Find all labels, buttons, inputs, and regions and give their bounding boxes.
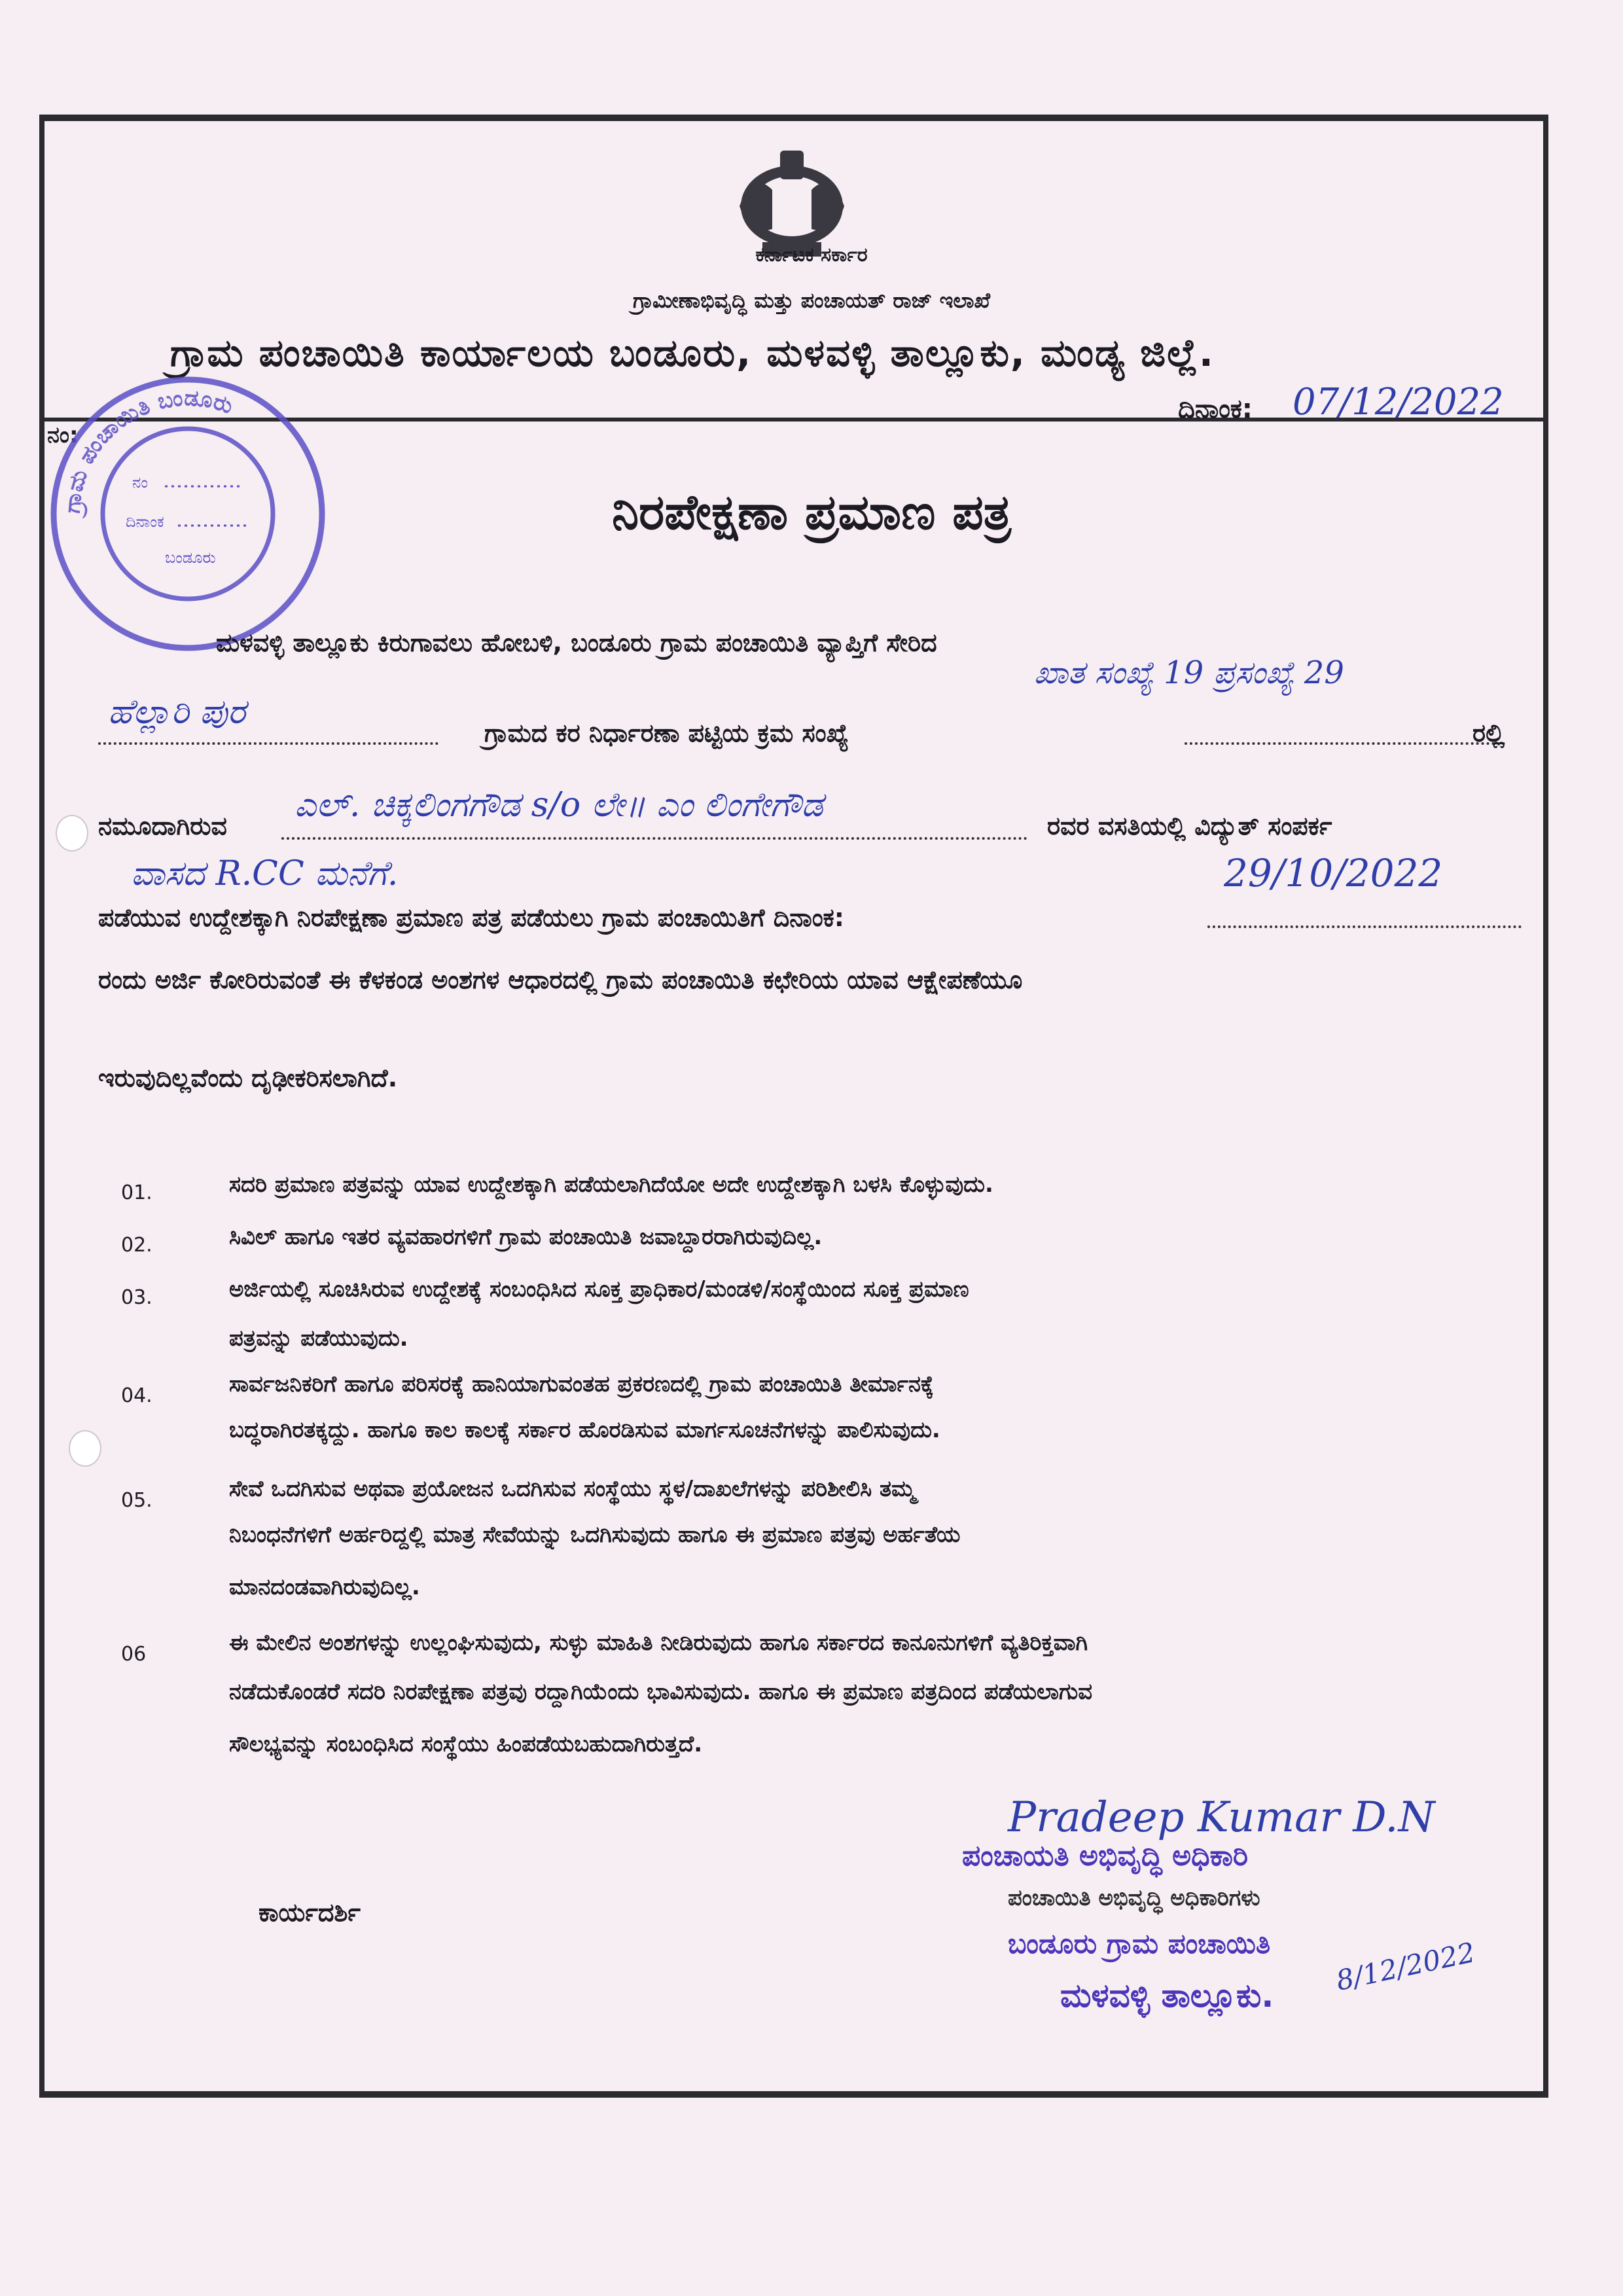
khata-blank [1185, 713, 1505, 745]
stamp-line-4: ಮಳವಳ್ಳಿ ತಾಲ್ಲೂಕು. [1060, 1977, 1274, 2015]
body-line-5: ರಂದು ಅರ್ಜಿ ಕೋರಿರುವಂತೆ ಈ ಕೆಳಕಂಡ ಅಂಶಗಳ ಆಧಾರದಲ್ಲಿ ಗ್ರಾಮ ಪಂಚಾಯಿತಿ ಕಛೇರಿಯ ಯಾವ ಆಕ್ಷೇಪಣೆಯೂ [98, 965, 1023, 994]
body-line-2-end: ರಲ್ಲಿ [1472, 719, 1505, 747]
secretary-label: ಕಾರ್ಯದರ್ಶಿ [259, 1898, 361, 1927]
condition-4-line-1: ಸಾರ್ವಜನಿಕರಿಗೆ ಹಾಗೂ ಪರಿಸರಕ್ಕೆ ಹಾನಿಯಾಗುವಂತಹ ಪ್ರಕರಣದಲ್ಲಿ ಗ್ರಾಮ ಪಂಚಾಯಿತಿ ತೀರ್ಮಾನಕ್ಕೆ [229, 1371, 934, 1397]
punch-hole-top [56, 815, 88, 852]
condition-5-number: 05. [121, 1489, 152, 1512]
seal-ring-text: ಗ್ರಾಮ ಪಂಚಾಯಿತಿ ಬಂಡೂರು [59, 384, 236, 514]
department-name: ಗ್ರಾಮೀಣಾಭಿವೃದ್ಧಿ ಮತ್ತು ಪಂಚಾಯತ್ ರಾಜ್ ಇಲಾಖೆ [632, 288, 991, 313]
condition-4-number: 04. [121, 1384, 152, 1407]
condition-4-line-2: ಬದ್ಧರಾಗಿರತಕ್ಕದ್ದು. ಹಾಗೂ ಕಾಲ ಕಾಲಕ್ಕೆ ಸರ್ಕಾರ ಹೊರಡಿಸುವ ಮಾರ್ಗಸೂಚನೆಗಳನ್ನು ಪಾಲಿಸುವುದು. [229, 1417, 940, 1443]
seal-field-place: ಬಂಡೂರು [165, 548, 216, 567]
condition-6-line-2: ನಡೆದುಕೊಂಡರೆ ಸದರಿ ನಿರಪೇಕ್ಷಣಾ ಪತ್ರವು ರದ್ದಾಗಿಯೆಂದು ಭಾವಿಸುವುದು. ಹಾಗೂ ಈ ಪ್ರಮಾಣ ಪತ್ರದಿಂದ ಪಡೆಯಲಾಗುವ [229, 1679, 1093, 1705]
condition-3-line-2: ಪತ್ರವನ್ನು ಪಡೆಯುವುದು. [229, 1325, 408, 1352]
condition-6-number: 06 [121, 1643, 147, 1666]
body-line-6: ಇರುವುದಿಲ್ಲವೆಂದು ದೃಢೀಕರಿಸಲಾಗಿದೆ. [98, 1064, 398, 1092]
condition-6-line-1: ಈ ಮೇಲಿನ ಅಂಶಗಳನ್ನು ಉಲ್ಲಂಘಿಸುವುದು, ಸುಳ್ಳು ಮಾಹಿತಿ ನೀಡಿರುವುದು ಹಾಗೂ ಸರ್ಕಾರದ ಕಾನೂನುಗಳಿಗೆ ವ್ಯತಿರಿಕ್ತವಾಗಿ [229, 1630, 1088, 1656]
body-line-4: ಪಡೆಯುವ ಉದ್ದೇಶಕ್ಕಾಗಿ ನಿರಪೇಕ್ಷಣಾ ಪ್ರಮಾಣ ಪತ್ರ ಪಡೆಯಲು ಗ್ರಾಮ ಪಂಚಾಯಿತಿಗೆ ದಿನಾಂಕ: [98, 903, 844, 932]
body-line-1: ಮಳವಳ್ಳಿ ತಾಲ್ಲೂಕು ಕಿರುಗಾವಲು ಹೋಬಳಿ, ಬಂಡೂರು ಗ್ರಾಮ ಪಂಚಾಯಿತಿ ವ್ಯಾಪ್ತಿಗೆ ಸೇರಿದ [216, 628, 937, 657]
condition-5-line-1: ಸೇವೆ ಒದಗಿಸುವ ಅಥವಾ ಪ್ರಯೋಜನ ಒದಗಿಸುವ ಸಂಸ್ಥೆಯು ಸ್ಥಳ/ದಾಖಲೆಗಳನ್ನು ಪರಿಶೀಲಿಸಿ ತಮ್ಮ [229, 1476, 916, 1502]
condition-1-number: 01. [121, 1181, 152, 1204]
punch-hole-bottom [69, 1430, 101, 1467]
certificate-title: ನಿರಪೇಕ್ಷಣಾ ಪ್ರಮಾಣ ಪತ್ರ [611, 484, 1012, 541]
condition-5-line-2: ನಿಬಂಧನೆಗಳಿಗೆ ಅರ್ಹರಿದ್ದಲ್ಲಿ ಮಾತ್ರ ಸೇವೆಯನ್ನು ಒದಗಿಸುವುದು ಹಾಗೂ ಈ ಪ್ರಮಾಣ ಪತ್ರವು ಅರ್ಹತೆಯ [229, 1522, 961, 1548]
condition-3-number: 03. [121, 1286, 152, 1309]
condition-2-line-1: ಸಿವಿಲ್ ಹಾಗೂ ಇತರ ವ್ಯವಹಾರಗಳಿಗೆ ಗ್ರಾಮ ಪಂಚಾಯಿತಿ ಜವಾಬ್ದಾರರಾಗಿರುವುದಿಲ್ಲ. [229, 1224, 823, 1250]
number-label: ನಂ: [47, 422, 79, 448]
seal-field-no: ನಂ [132, 473, 148, 492]
stamp-line-1: ಪಂಚಾಯತಿ ಅಭಿವೃದ್ಧಿ ಅಧಿಕಾರಿ [962, 1839, 1249, 1873]
condition-1-line-1: ಸದರಿ ಪ್ರಮಾಣ ಪತ್ರವನ್ನು ಯಾವ ಉದ್ದೇಶಕ್ಕಾಗಿ ಪಡೆಯಲಾಗಿದೆಯೋ ಅದೇ ಉದ್ದೇಶಕ್ಕಾಗಿ ಬಳಸಿ ಕೊಳ್ಳುವುದು. [229, 1172, 993, 1198]
stamp-line-2: ಪಂಚಾಯಿತಿ ಅಭಿವೃದ್ಧಿ ಅಧಿಕಾರಿಗಳು [1008, 1885, 1260, 1911]
body-line-3-start: ನಮೂದಾಗಿರುವ [98, 812, 227, 840]
date-label: ದಿನಾಂಕ: [1178, 394, 1253, 424]
application-date-blank [1207, 897, 1522, 928]
condition-2-number: 02. [121, 1234, 152, 1257]
issue-date: 07/12/2022 [1293, 381, 1504, 423]
purpose-value: ವಾಸದ R.CC ಮನೆಗೆ. [131, 854, 399, 893]
village-value: ಹೆಲ್ಲಾರಿ ಪುರ [108, 692, 246, 732]
body-line-2-mid: ಗ್ರಾಮದ ಕರ ನಿರ್ಧಾರಣಾ ಪಟ್ಟಿಯ ಕ್ರಮ ಸಂಖ್ಯೆ [484, 719, 849, 747]
office-name: ಗ್ರಾಮ ಪಂಚಾಯಿತಿ ಕಾರ್ಯಾಲಯ ಬಂಡೂರು, ಮಳವಳ್ಳಿ ತಾಲ್ಲೂಕು, ಮಂಡ್ಯ ಜಿಲ್ಲೆ. [170, 331, 1215, 375]
condition-5-line-3: ಮಾನದಂಡವಾಗಿರುವುದಿಲ್ಲ. [229, 1574, 420, 1600]
stamp-line-3: ಬಂಡೂರು ಗ್ರಾಮ ಪಂಚಾಯಿತಿ [1008, 1928, 1271, 1960]
body-line-3-end: ರವರ ವಸತಿಯಲ್ಲಿ ವಿದ್ಯುತ್ ಸಂಪರ್ಕ [1047, 812, 1332, 840]
owner-value: ಎಲ್. ಚಿಕ್ಕಲಿಂಗಗೌಡ s/o ಲೇ॥ ಎಂ ಲಿಂಗೇಗೌಡ [294, 785, 823, 825]
khata-value: ಖಾತ ಸಂಖ್ಯೆ 19 ಪ್ರಸಂಖ್ಯೆ 29 [1034, 655, 1344, 691]
seal-field-date: ದಿನಾಂಕ [126, 512, 164, 531]
handwritten-signature: Pradeep Kumar D.N [1008, 1793, 1435, 1842]
condition-6-line-3: ಸೌಲಭ್ಯವನ್ನು ಸಂಬಂಧಿಸಿದ ಸಂಸ್ಥೆಯು ಹಿಂಪಡೆಯಬಹುದಾಗಿರುತ್ತದೆ. [229, 1731, 703, 1757]
condition-3-line-1: ಅರ್ಜಿಯಲ್ಲಿ ಸೂಚಿಸಿರುವ ಉದ್ದೇಶಕ್ಕೆ ಸಂಬಂಧಿಸಿದ ಸೂಕ್ತ ಪ್ರಾಧಿಕಾರ/ಮಂಡಳಿ/ಸಂಸ್ಥೆಯಿಂದ ಸೂಕ್ತ ಪ್ರಮಾಣ [229, 1276, 969, 1302]
signature-date: 8/12/2022 [1333, 1936, 1478, 1997]
government-name: ಕರ್ನಾಟಕ ಸರ್ಕಾರ [755, 243, 868, 266]
application-date: 29/10/2022 [1224, 851, 1443, 895]
